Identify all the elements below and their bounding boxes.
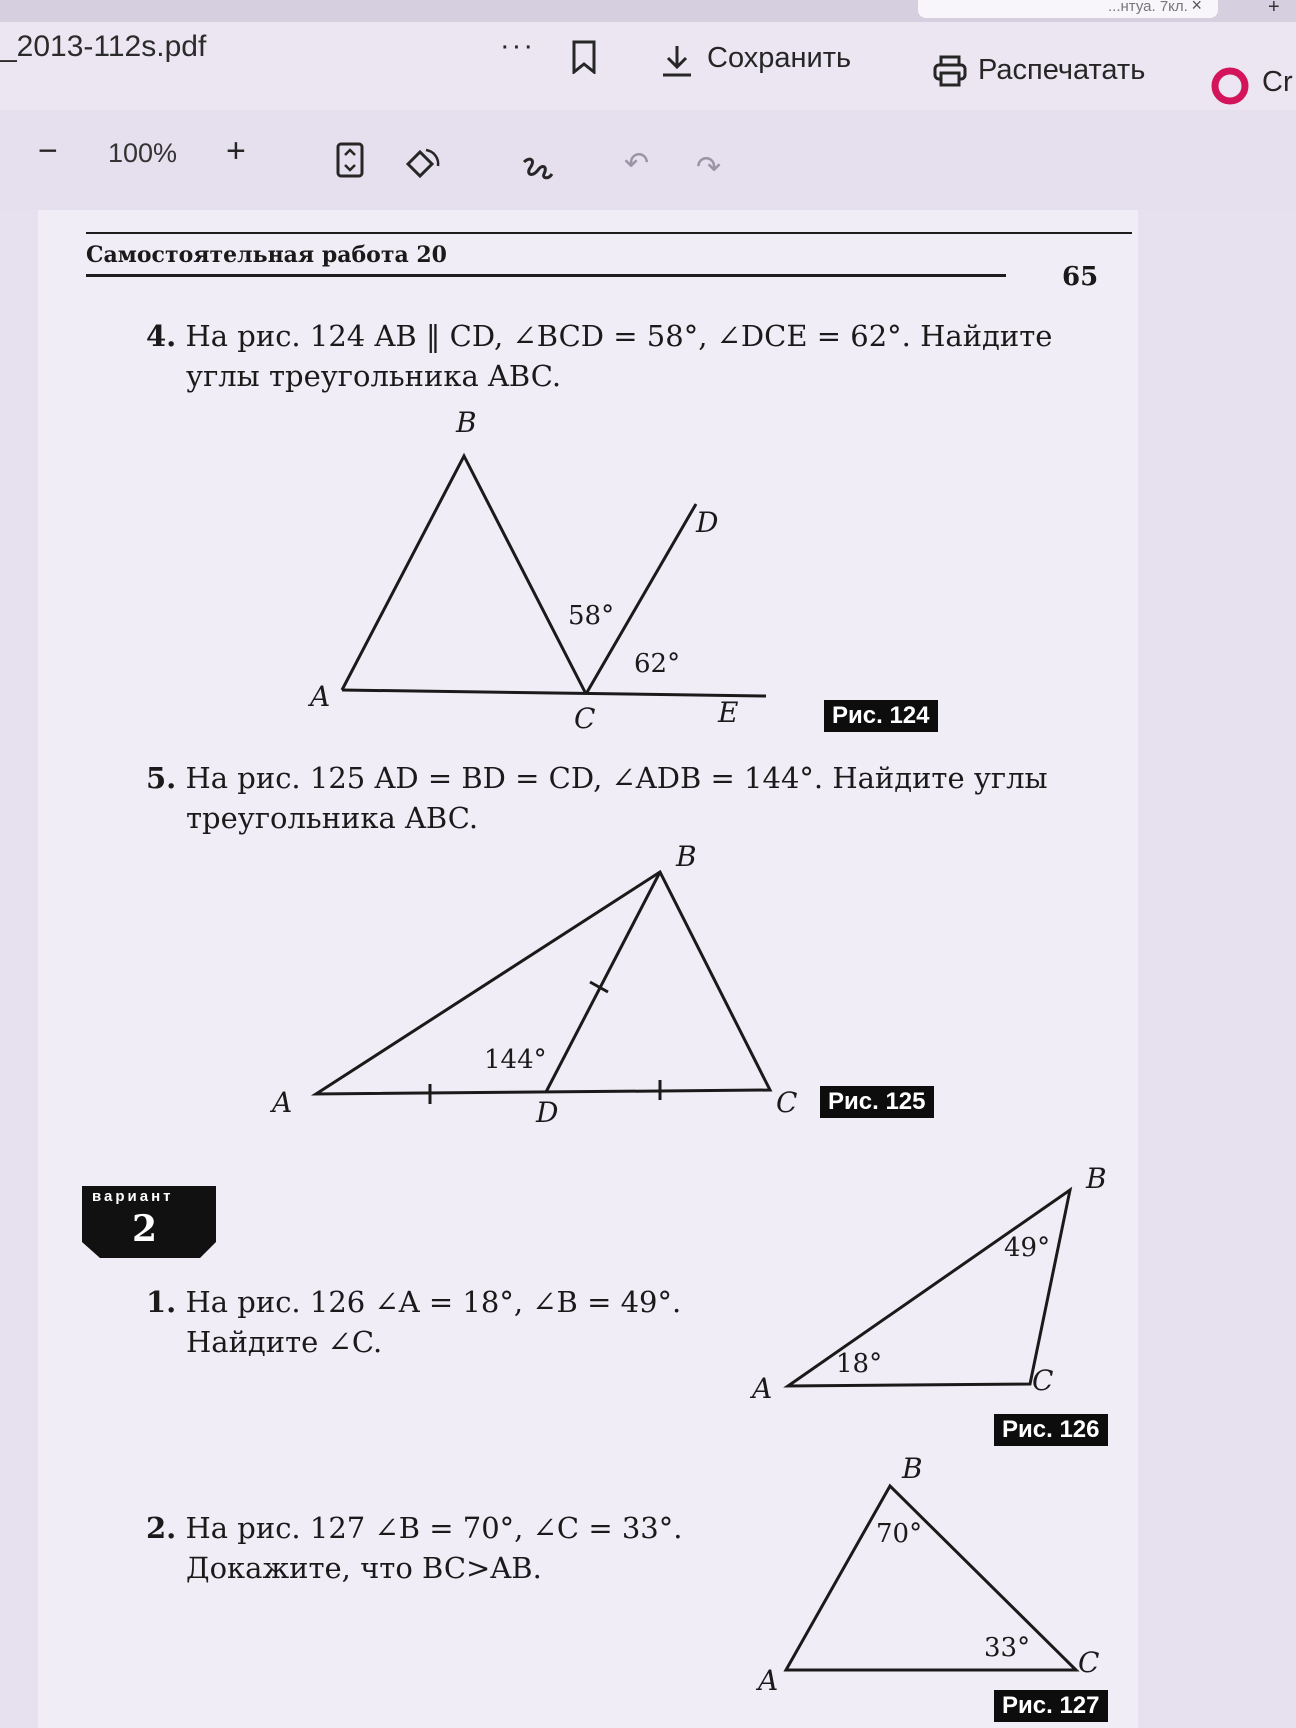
label-a: A: [752, 1372, 773, 1405]
problem-line: треугольника ABC.: [186, 801, 479, 835]
new-tab-icon[interactable]: +: [1268, 0, 1280, 18]
triangle-abc-lines: [786, 1486, 1076, 1670]
variant-label: вариант: [92, 1188, 174, 1205]
label-d: D: [696, 506, 719, 539]
angle-c-label: 33°: [984, 1633, 1031, 1663]
label-b: B: [902, 1452, 923, 1485]
page-header-title: Самостоятельная работа 20: [86, 242, 447, 268]
label-c: C: [776, 1086, 798, 1119]
problem-number: 2.: [146, 1511, 177, 1545]
angle-b-label: 70°: [876, 1519, 923, 1549]
tab-close-icon[interactable]: ×: [1191, 0, 1202, 15]
label-a: A: [272, 1086, 293, 1119]
page-number: 65: [1062, 262, 1099, 292]
figure-caption-126: Рис. 126: [994, 1414, 1108, 1446]
more-options-icon[interactable]: ···: [500, 30, 535, 62]
save-button[interactable]: Сохранить: [707, 42, 852, 74]
label-a: A: [310, 680, 331, 713]
label-c: C: [1032, 1364, 1054, 1397]
problem-number: 4.: [146, 319, 177, 353]
angle-bcd-label: 58°: [568, 601, 615, 631]
undo-button[interactable]: ↶: [624, 147, 650, 180]
problem-line: На рис. 125 AD = BD = CD, ∠ADB = 144°. Найдите углы: [185, 761, 1048, 795]
problem-line: На рис. 124 AB ‖ CD, ∠BCD = 58°, ∠DCE = 62°. Найдите: [185, 319, 1053, 353]
problem-line: Найдите ∠C.: [186, 1325, 383, 1359]
label-b: B: [1086, 1162, 1107, 1195]
problem-line: Докажите, что BC>AB.: [186, 1551, 542, 1585]
label-b: B: [456, 406, 477, 439]
problem-line: углы треугольника ABC.: [186, 359, 562, 393]
angle-adb-label: 144°: [484, 1045, 547, 1075]
angle-dce-label: 62°: [634, 649, 681, 679]
label-d: D: [536, 1096, 559, 1129]
problem-line: На рис. 126 ∠A = 18°, ∠B = 49°.: [185, 1285, 682, 1319]
label-c: C: [1078, 1646, 1100, 1679]
copilot-button[interactable]: Cr: [1262, 66, 1293, 98]
zoom-level[interactable]: 100%: [108, 138, 178, 168]
label-b: B: [676, 840, 697, 873]
zoom-out-button[interactable]: −: [38, 132, 58, 170]
redo-button[interactable]: ↷: [696, 151, 722, 184]
problem-number: 5.: [146, 761, 177, 795]
label-c: C: [574, 702, 596, 735]
angle-a-label: 18°: [836, 1349, 883, 1379]
label-e: E: [718, 696, 739, 729]
angle-b-label: 49°: [1004, 1233, 1051, 1263]
zoom-in-button[interactable]: +: [226, 132, 246, 170]
document-filename: _2013-112s.pdf: [0, 30, 207, 63]
variant-number: 2: [132, 1208, 158, 1250]
figure-caption-127: Рис. 127: [994, 1690, 1108, 1722]
tab-title: ...нтуа. 7кл.: [1108, 0, 1188, 15]
figure-caption-124: Рис. 124: [824, 700, 938, 732]
problem-line: На рис. 127 ∠B = 70°, ∠C = 33°.: [185, 1511, 683, 1545]
print-button[interactable]: Распечатать: [978, 54, 1146, 86]
label-a: A: [758, 1664, 779, 1697]
figure-caption-125: Рис. 125: [820, 1086, 934, 1118]
problem-number: 1.: [146, 1285, 177, 1319]
